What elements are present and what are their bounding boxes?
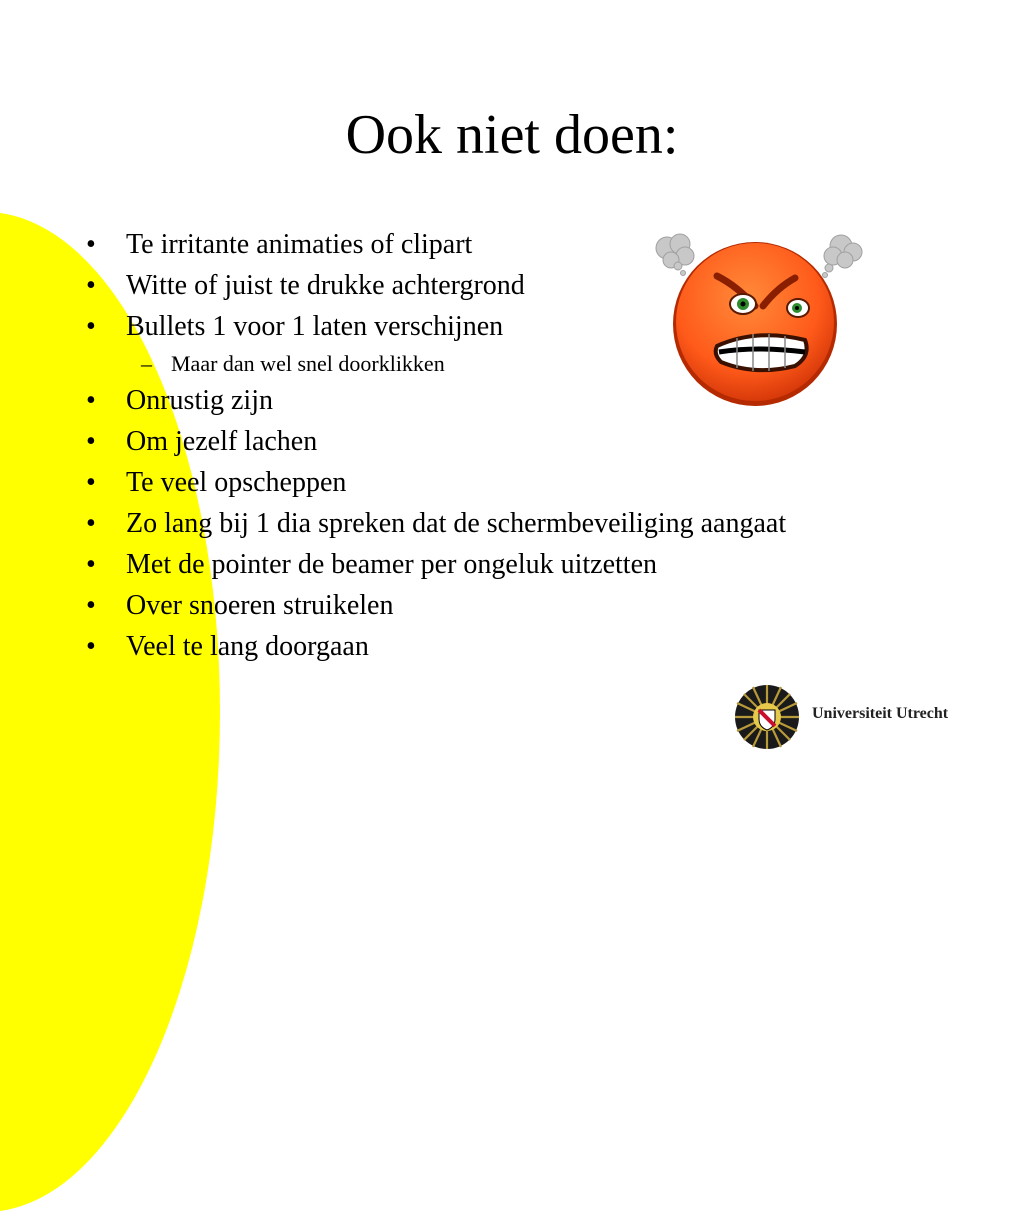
list-item: • Te irritante animaties of clipart xyxy=(84,224,984,265)
steam-cloud-right-icon xyxy=(823,235,863,278)
angry-face-icon xyxy=(645,228,870,413)
sub-list-item: – Maar dan wel snel doorklikken xyxy=(84,347,984,380)
list-item: • Om jezelf lachen xyxy=(84,421,984,462)
list-item: • Zo lang bij 1 dia spreken dat de schermbeveiliging aangaat xyxy=(84,503,984,544)
list-item: • Witte of juist te drukke achtergrond xyxy=(84,265,984,306)
list-item: • Te veel opscheppen xyxy=(84,462,984,503)
list-item: • Met de pointer de beamer per ongeluk uitzetten xyxy=(84,544,984,585)
slide-title: Ook niet doen: xyxy=(345,104,679,166)
list-item: • Over snoeren struikelen xyxy=(84,585,984,626)
list-item: • Veel te lang doorgaan xyxy=(84,626,984,667)
steam-cloud-left-icon xyxy=(656,234,694,276)
list-item: • Onrustig zijn xyxy=(84,380,984,421)
university-seal-icon xyxy=(733,683,803,753)
list-item: • Bullets 1 voor 1 laten verschijnen xyxy=(84,306,984,347)
university-name: Universiteit Utrecht xyxy=(812,705,949,722)
